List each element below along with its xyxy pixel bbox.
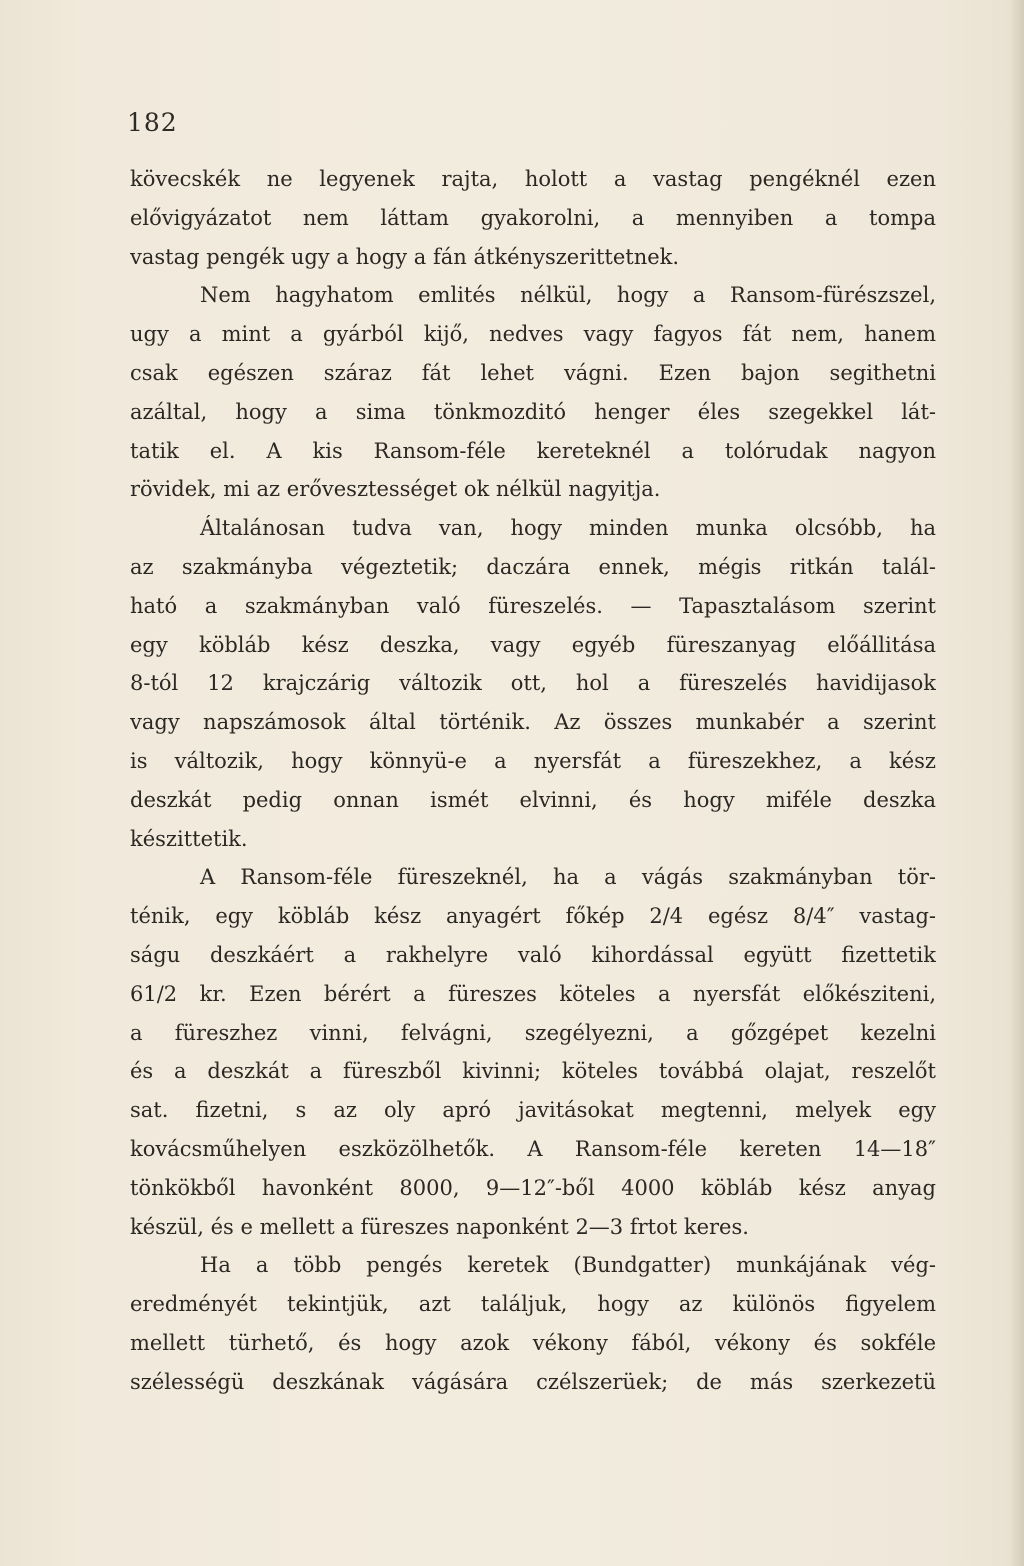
text-line: ható a szakmányban való füreszelés. — Tapasztalásom szerint bbox=[130, 593, 936, 618]
text-line: is változik, hogy könnyü-e a nyersfát a füreszekhez, a kész bbox=[130, 748, 936, 773]
text-line: és a deszkát a füreszből kivinni; köteles továbbá olajat, reszelőt bbox=[130, 1059, 936, 1084]
text-line: deszkát pedig onnan ismét elvinni, és hogy miféle deszka bbox=[130, 787, 936, 812]
text-line: egy köbláb kész deszka, vagy egyéb füreszanyag előállitása bbox=[130, 632, 936, 657]
text-line: Általánosan tudva van, hogy minden munka olcsóbb, ha bbox=[200, 516, 936, 541]
text-line: rövidek, mi az erővesztességet ok nélkül nagyitja. bbox=[130, 477, 661, 502]
text-line: szélességü deszkának vágására czélszerüek; de más szerkezetü bbox=[130, 1369, 936, 1394]
text-line: tönkökből havonként 8000, 9—12″-ből 4000 köbláb kész anyag bbox=[130, 1175, 936, 1200]
text-line: ténik, egy köbláb kész anyagért főkép 2/4 egész 8/4″ vastag- bbox=[130, 904, 936, 929]
text-line: azáltal, hogy a sima tönkmozditó henger éles szegekkel lát- bbox=[130, 399, 936, 424]
text-line: csak egészen száraz fát lehet vágni. Ezen bajon segithetni bbox=[130, 360, 936, 385]
page-number: 182 bbox=[127, 108, 178, 137]
text-line: elővigyázatot nem láttam gyakorolni, a mennyiben a tompa bbox=[130, 205, 936, 230]
text-line: sat. fizetni, s az oly apró javitásokat megtenni, melyek egy bbox=[130, 1098, 936, 1123]
text-line: 61/2 kr. Ezen bérért a füreszes köteles a nyersfát előkésziteni, bbox=[130, 981, 936, 1006]
text-line: ugy a mint a gyárból kijő, nedves vagy fagyos fát nem, hanem bbox=[130, 322, 936, 347]
text-line: a füreszhez vinni, felvágni, szegélyezni, a gőzgépet kezelni bbox=[130, 1020, 936, 1045]
text-line: A Ransom-féle füreszeknél, ha a vágás szakmányban tör- bbox=[200, 865, 936, 890]
text-line: tatik el. A kis Ransom-féle kereteknél a tolórudak nagyon bbox=[130, 438, 936, 463]
text-line: vastag pengék ugy a hogy a fán átkényszerittetnek. bbox=[130, 244, 680, 269]
text-line: kovácsműhelyen eszközölhetők. A Ransom-féle kereten 14—18″ bbox=[130, 1136, 936, 1161]
text-line: ságu deszkáért a rakhelyre való kihordással együtt fizettetik bbox=[130, 942, 936, 967]
page-edge-shadow bbox=[1010, 0, 1024, 1566]
text-line: készittetik. bbox=[130, 826, 248, 851]
text-line: 8-tól 12 krajczárig változik ott, hol a füreszelés havidijasok bbox=[130, 671, 936, 696]
body-text bbox=[130, 160, 936, 1402]
text-line: készül, és e mellett a füreszes naponként 2—3 frtot keres. bbox=[130, 1214, 749, 1239]
text-line: eredményét tekintjük, azt találjuk, hogy az különös figyelem bbox=[130, 1292, 936, 1317]
text-line: Ha a több pengés keretek (Bundgatter) munkájának vég- bbox=[200, 1253, 936, 1278]
text-line: kövecskék ne legyenek rajta, holott a vastag pengéknél ezen bbox=[130, 167, 936, 191]
text-line: mellett türhető, és hogy azok vékony fából, vékony és sokféle bbox=[130, 1330, 936, 1355]
text-line: Nem hagyhatom emlités nélkül, hogy a Ransom-fürészszel, bbox=[200, 283, 936, 308]
text-line: vagy napszámosok által történik. Az összes munkabér a szerint bbox=[130, 710, 936, 735]
text-line: az szakmányba végeztetik; daczára ennek, mégis ritkán talál- bbox=[130, 554, 936, 579]
